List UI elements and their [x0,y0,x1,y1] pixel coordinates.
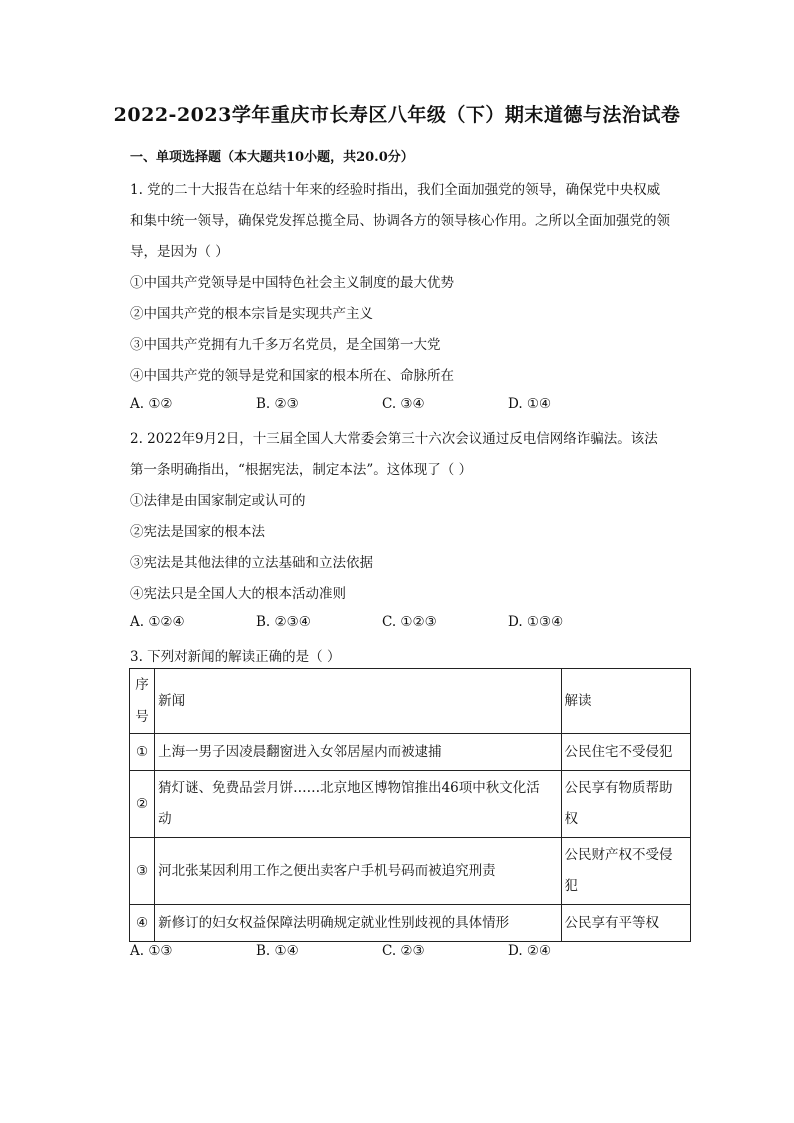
news-text: 河北张某因利用工作之便出卖客户手机号码而被追究刑责 [158,863,496,879]
q1-option-a[interactable]: A. ①② [130,396,173,412]
row-interpretation [561,838,690,905]
row-interpretation [561,905,690,942]
header-number: 序号 [130,669,155,734]
q1-option-d[interactable]: D. ①④ [508,396,552,412]
q2-statement-4: ④宪法只是全国人大的根本活动准则 [130,586,346,602]
q1-statement-2: ②中国共产党的根本宗旨是实现共产主义 [130,306,373,322]
q3-option-b[interactable]: B. ①④ [256,943,299,959]
q2-option-c[interactable]: C. ①②③ [382,614,437,630]
interp-text: 公民财产权不受侵 [564,847,673,863]
q1-stem-line-2: 和集中统一领导，确保党发挥总揽全局、协调各方的领导核心作用。之所以全面加强党的领 [130,213,670,229]
table-row [130,771,691,838]
exam-title: 2022-2023学年重庆市长寿区八年级（下）期末道德与法治试卷 [113,104,681,126]
q2-stem-line-1: 2. 2022年9月2日，十三届全国人大常委会第三十六次会议通过反电信网络诈骗法。该法 [130,431,658,447]
interp-text: 公民享有物质帮助 [564,780,673,796]
q1-stem-line-1: 1. 党的二十大报告在总结十年来的经验时指出，我们全面加强党的领导，确保党中央权威 [130,182,661,198]
news-text: 上海一男子因凌晨翻窗进入女邻居屋内而被逮捕 [158,744,442,760]
news-text: 新修订的妇女权益保障法明确规定就业性别歧视的具体情形 [158,915,510,931]
table-row [130,734,691,771]
q2-option-d[interactable]: D. ①③④ [508,614,564,630]
row-news [155,838,561,905]
header-news: 新闻 [155,669,561,734]
q3-option-d[interactable]: D. ②④ [508,943,552,959]
q1-statement-4: ④中国共产党的领导是党和国家的根本所在、命脉所在 [130,368,454,384]
header-interpretation: 解读 [561,669,690,734]
section-heading: 一、单项选择题（本大题共10小题，共20.0分） [130,150,414,165]
row-news [155,771,561,838]
row-interpretation [561,771,690,838]
row-interpretation [561,734,690,771]
interp-text: 权 [564,811,579,827]
row-news [155,734,561,771]
row-number: ① [130,734,155,771]
q1-option-b[interactable]: B. ②③ [256,396,299,412]
q2-statement-2: ②宪法是国家的根本法 [130,524,265,540]
q3-option-c[interactable]: C. ②③ [382,943,425,959]
row-number: ② [130,771,155,838]
q2-option-a[interactable]: A. ①②④ [130,614,185,630]
q2-stem-line-2: 第一条明确指出，“根据宪法，制定本法”。这体现了（ ） [130,462,473,478]
table-row [130,838,691,905]
q2-option-b[interactable]: B. ②③④ [256,614,311,630]
q2-statement-1: ①法律是由国家制定或认可的 [130,493,306,509]
interp-text: 公民享有平等权 [564,915,660,931]
q1-stem-line-3: 导，是因为（ ） [130,244,229,260]
row-news [155,905,561,942]
q2-statement-3: ③宪法是其他法律的立法基础和立法依据 [130,555,373,571]
q3-option-a[interactable]: A. ①③ [130,943,173,959]
q1-option-c[interactable]: C. ③④ [382,396,425,412]
q1-statement-1: ①中国共产党领导是中国特色社会主义制度的最大优势 [130,275,454,291]
row-number: ④ [130,905,155,942]
news-table [129,668,691,942]
table-row [130,905,691,942]
q3-stem: 3. 下列对新闻的解读正确的是（ ） [130,649,341,665]
news-text: 猜灯谜、免费品尝月饼……北京地区博物馆推出46项中秋文化活 [158,780,540,796]
interp-text: 公民住宅不受侵犯 [564,744,673,760]
interp-text: 犯 [564,878,579,894]
row-number: ③ [130,838,155,905]
news-text: 动 [158,811,172,827]
table-header-row [130,669,691,734]
q1-statement-3: ③中国共产党拥有九千多万名党员，是全国第一大党 [130,337,441,353]
